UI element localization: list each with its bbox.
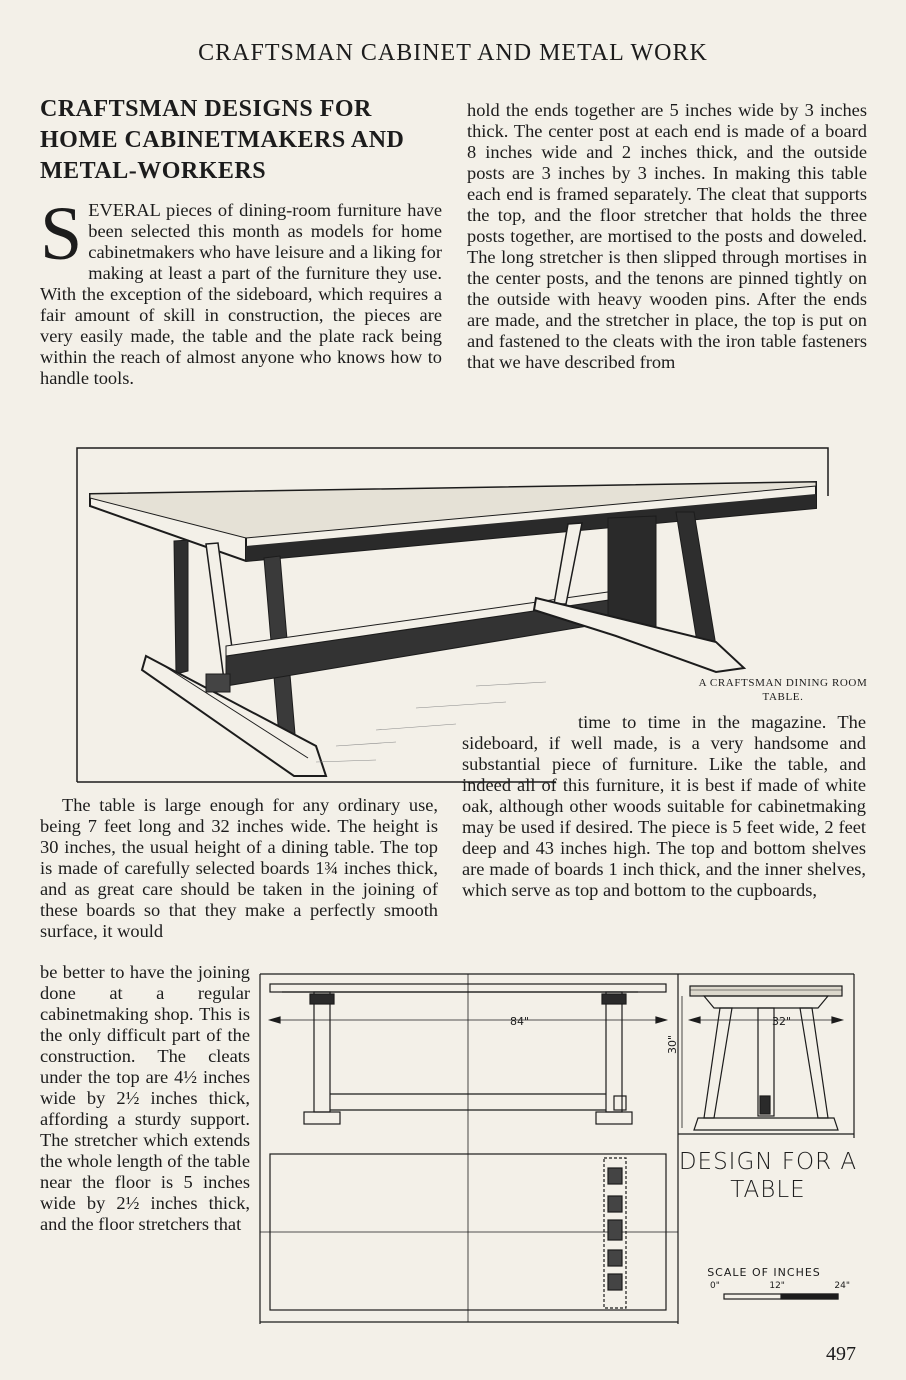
plan-view [260, 974, 678, 1322]
dim-width-label: 32" [772, 1015, 792, 1028]
design-title: DESIGN FOR A TABLE [678, 1149, 858, 1203]
right-outer-leg [676, 512, 716, 648]
right-column-continued [462, 712, 866, 901]
left-bottom-text: The table is large enough for any ordinary use, being 7 feet long and 32 inches wide. The height is 30 inches, the usual height of a dining table. The top is made of carefully selected boards 1¾ inches thick, and as great care should be taken in the joining of these boards so that they make a perfectly smooth surface, it would [40, 795, 438, 941]
left-column-narrow [40, 962, 250, 1235]
end-elevation [682, 986, 842, 1130]
intro-text: EVERAL pieces of dining-room furniture have been selected this month as models for home cabinetmakers who have leisure and a liking for making at least a part of the furniture they use. With the exception of the sideboard, which requires a fair amount of skill in construction, the pieces are very easily made, the table and the plate rack being within the reach of almost anyone who knows how to handle tools. [40, 200, 442, 388]
scale-ticks [710, 1281, 850, 1291]
left-column-bottom [40, 795, 438, 942]
drop-cap: S [40, 192, 83, 276]
scale-tick-0: 0" [710, 1281, 720, 1291]
dim-height-label: 30" [666, 1034, 679, 1054]
illustration-caption: A CRAFTSMAN DINING ROOM TABLE. [698, 677, 868, 703]
scale-label: SCALE OF INCHES [707, 1266, 821, 1279]
right-center-post [608, 516, 656, 634]
article-title: CRAFTSMAN DESIGNS FOR HOME CABINETMAKERS AND METAL-WORKERS [40, 96, 405, 184]
scale-tick-12: 12" [769, 1281, 785, 1291]
right-column-text: hold the ends together are 5 inches wide by 3 inches thick. The center post at each end is made of a board 8 inches wide and 2 inches thick, and the outside posts are 3 inches by 3 inches. In making this table each end is framed separately. The cleat that supports the top, and the floor stretcher that holds the three posts together, are mortised to the posts and doweled. The long stretcher is then slipped through mortises in the center posts, and the tenons are pinned tightly on the outside with heavy wooden pins. After the ends are made, and the stretcher in place, the top is put on and fastened to the cleats with the iron table fasteners that we have described from [467, 100, 867, 372]
left-front-leg [174, 540, 188, 674]
scale-bar [724, 1294, 838, 1299]
left-narrow-text: be better to have the joining done at a regular cabinetmaking shop. This is the only difficult part of the construction. The cleats under the top are 4½ inches wide by 2½ inches thick, affording a sturdy support. The stretcher which extends the whole length of the table near the floor is 5 inches wide by 2½ inches thick, and the floor stretchers that [40, 962, 250, 1234]
intro-paragraph [40, 192, 442, 389]
page-number: 497 [826, 1343, 856, 1365]
scale-tick-24: 24" [834, 1281, 850, 1291]
running-head: CRAFTSMAN CABINET AND METAL WORK [198, 40, 708, 66]
dim-length-label: 84" [510, 1015, 530, 1028]
right-column-top [467, 100, 867, 373]
right-continued-text: time to time in the magazine. The sideboard, if well made, is a very handsome and substantial piece of furniture. Like the table, and indeed all of this furniture, it is best if made of white oak, although other woods suitable for cabinetmaking may be used if desired. The piece is 5 feet wide, 2 feet deep and 43 inches high. The top and bottom shelves are made of boards 1 inch thick, and the inner shelves, which serve as top and bottom to the cupboards, [462, 712, 866, 900]
